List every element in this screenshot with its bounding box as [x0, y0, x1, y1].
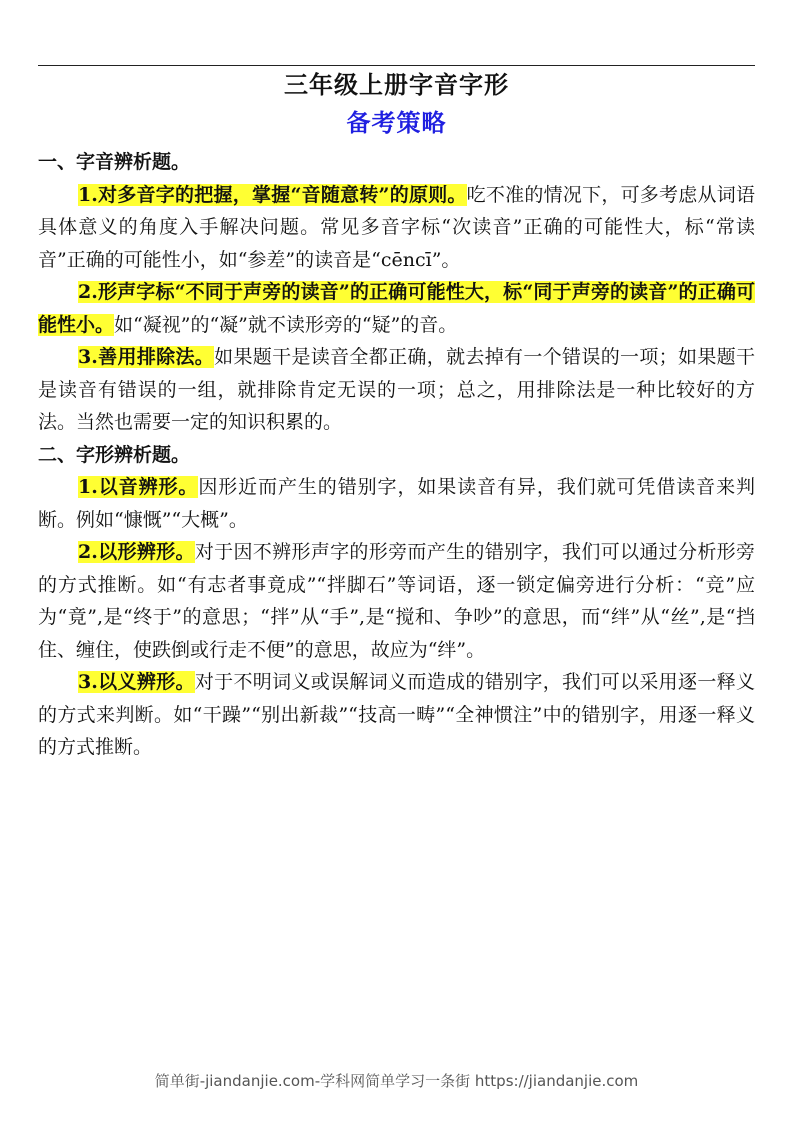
highlighted-point: 2.形声字标“不同于声旁的读音”的正确可能性大，标“同于声旁的读音”的正确可能性小。	[38, 281, 755, 336]
paragraph	[38, 341, 755, 439]
paragraph-text: 对于不明词义或误解词义而造成的错别字，我们可以采用逐一释义的方式来判断。如“干躁”“别出新裁”“技高一畴”“全神惯注”中的错别字，用逐一释义的方式推断。	[38, 671, 755, 758]
paragraph	[38, 179, 755, 277]
footer-watermark: 简单街-jiandanjie.com-学科网简单学习一条街 https://jiandanjie.com	[154, 1072, 639, 1090]
page-subtitle: 备考策略	[346, 108, 447, 137]
highlighted-point: 3.善用排除法。	[78, 346, 215, 368]
paragraph	[38, 536, 755, 666]
page-title: 三年级上册字音字形	[284, 70, 509, 99]
paragraph	[38, 471, 755, 536]
section-heading-glyph: 二、字形辨析题。	[38, 443, 191, 466]
paragraph-text: 如果题干是读音全都正确，就去掉有一个错误的一项；如果题干是读音有错误的一组，就排除肯定无误的一项；总之，用排除法是一种比较好的方法。当然也需要一定的知识积累的。	[38, 346, 755, 433]
top-rule	[38, 65, 755, 66]
highlighted-point: 1.以音辨形。	[78, 476, 199, 498]
section-heading-pronunciation: 一、字音辨析题。	[38, 151, 191, 173]
highlighted-point: 3.以义辨形。	[78, 671, 195, 693]
paragraph	[38, 276, 755, 341]
highlighted-point: 1.对多音字的把握，掌握“音随意转”的原则。	[78, 183, 467, 206]
document-body	[38, 146, 755, 764]
paragraph-text: 吃不准的情况下，可多考虑从词语具体意义的角度入手解决问题。常见多音字标“次读音”正确的可能性大，标“常读音”正确的可能性小，如“参差”的读音是“cēncī”。	[38, 183, 755, 271]
paragraph-text: 因形近而产生的错别字，如果读音有异，我们就可凭借读音来判断。例如“慷慨”“大概”。	[38, 476, 755, 531]
paragraph-text: 对于因不辨形声字的形旁而产生的错别字，我们可以通过分析形旁的方式推断。如“有志者事竟成”“拌脚石”等词语，逐一锁定偏旁进行分析：“竞”应为“竟”,是“终于”的意思；“拌”从“手”,是“搅和、争吵”的意思，而“绊”从“丝”,是“挡住、缠住，使跌倒或行走不便”的意思，故应为“绊”。	[38, 541, 755, 661]
paragraph	[38, 666, 755, 764]
paragraph-text: 如“凝视”的“凝”就不读形旁的“疑”的音。	[114, 313, 458, 336]
highlighted-point: 2.以形辨形。	[78, 541, 195, 563]
